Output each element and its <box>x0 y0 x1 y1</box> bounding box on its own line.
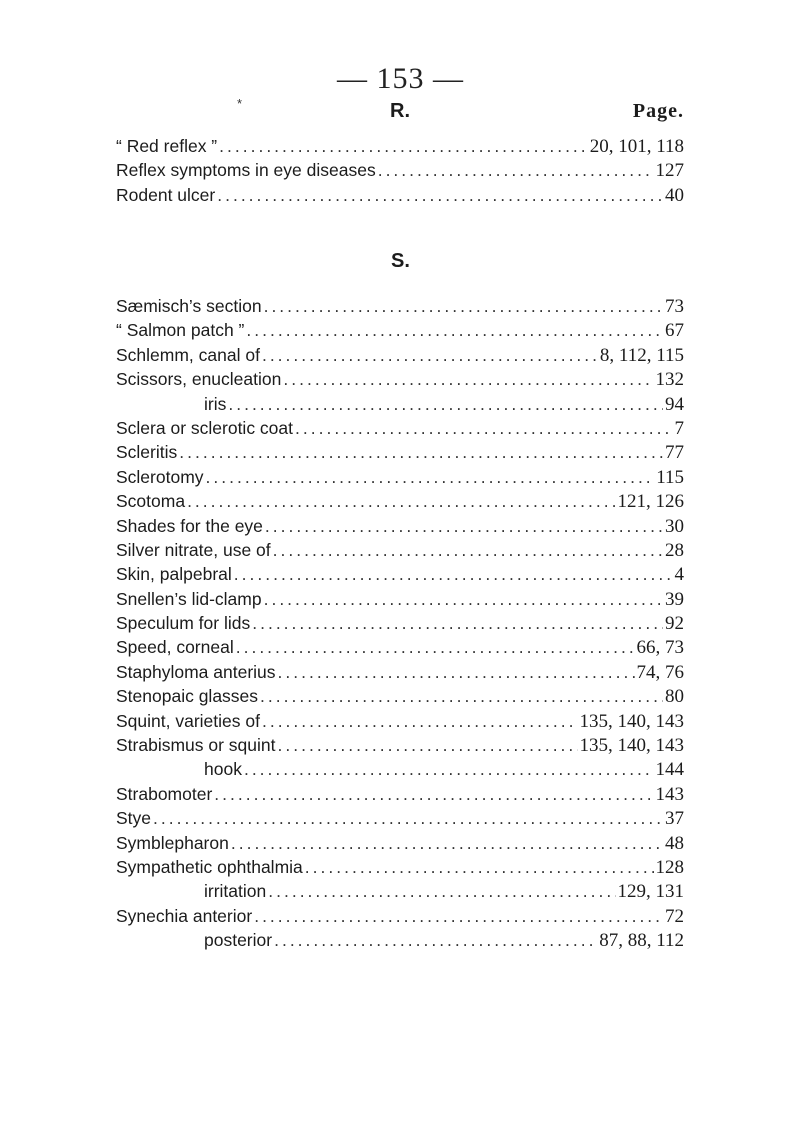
entry-pages: 121, 126 <box>617 491 684 513</box>
entry-pages: 73 <box>665 296 684 317</box>
dot-leader <box>246 320 663 341</box>
entry-pages: 87, 88, 112 <box>599 930 684 952</box>
index-entry <box>116 589 684 613</box>
entry-term: Scleritis <box>116 442 178 463</box>
entry-pages: 128 <box>655 856 684 878</box>
index-entry <box>116 637 684 661</box>
section-r-entries <box>116 136 684 209</box>
dot-leader <box>274 930 597 951</box>
dot-leader <box>231 833 663 854</box>
entry-pages: 94 <box>665 393 684 415</box>
index-entry <box>116 540 684 564</box>
entry-term: Sclerotomy <box>116 466 204 487</box>
entry-pages: 72 <box>665 905 684 927</box>
index-entry <box>116 491 684 515</box>
entry-pages: 28 <box>665 539 684 561</box>
dot-leader <box>305 857 654 878</box>
entry-pages: 67 <box>665 320 684 342</box>
entry-pages: 4 <box>674 564 684 586</box>
index-entry <box>116 467 684 491</box>
dot-leader <box>278 735 578 756</box>
entry-term: Stye <box>116 808 152 829</box>
dot-leader <box>273 540 663 561</box>
dot-leader <box>283 369 653 390</box>
entry-term: “ Salmon patch ” <box>116 320 245 341</box>
page-number: — 153 — <box>337 62 464 95</box>
entry-pages: 39 <box>665 588 684 610</box>
entry-pages: 30 <box>665 515 684 537</box>
entry-term: Scissors, enucleation <box>116 369 282 390</box>
entry-pages: 92 <box>665 613 684 635</box>
entry-term: Symblepharon <box>116 832 229 853</box>
entry-term: Snellen’s lid-clamp <box>116 588 262 609</box>
index-entry <box>116 418 684 442</box>
index-entry <box>116 613 684 637</box>
entry-term: Stenopaic glasses <box>116 686 259 707</box>
dot-leader <box>187 491 615 512</box>
entry-pages: 144 <box>655 759 684 781</box>
index-entry <box>116 516 684 540</box>
index-entry <box>116 564 684 588</box>
index-entry <box>116 759 684 783</box>
dot-leader <box>264 296 663 317</box>
index-entry <box>116 930 684 954</box>
dot-leader <box>262 711 578 732</box>
entry-pages: 143 <box>655 783 684 805</box>
dot-leader <box>153 808 663 829</box>
entry-pages: 37 <box>665 808 684 830</box>
entry-pages: 40 <box>665 184 684 206</box>
dot-leader <box>378 160 654 181</box>
index-entry <box>116 906 684 930</box>
index-entry <box>116 369 684 393</box>
index-entry <box>116 136 684 160</box>
entry-term: Sclera or sclerotic coat <box>116 417 294 438</box>
entry-pages: 66, 73 <box>636 637 684 659</box>
index-entry <box>116 662 684 686</box>
page-column-label: Page. <box>632 100 684 122</box>
entry-pages: 8, 112, 115 <box>599 344 684 366</box>
dot-leader <box>217 185 663 206</box>
index-entry <box>116 345 684 369</box>
section-s-letter: S. <box>391 250 410 272</box>
entry-term: Schlemm, canal of <box>116 344 260 365</box>
dot-leader <box>234 564 673 585</box>
entry-term: Squint, varieties of <box>116 710 260 731</box>
entry-term: Shades for the eye <box>116 515 263 536</box>
section-r-header <box>116 100 684 126</box>
entry-term: posterior <box>204 930 273 951</box>
entry-pages: 127 <box>655 160 684 182</box>
entry-pages: 135, 140, 143 <box>579 735 684 757</box>
entry-pages: 132 <box>655 369 684 391</box>
index-entry <box>116 394 684 418</box>
dot-leader <box>264 589 663 610</box>
dot-leader <box>236 637 635 658</box>
dot-leader <box>262 345 598 366</box>
dot-leader <box>228 394 663 415</box>
index-entry <box>116 442 684 466</box>
entry-term: Strabismus or squint <box>116 735 276 756</box>
entry-term: Speculum for lids <box>116 613 251 634</box>
index-entry <box>116 881 684 905</box>
entry-pages: 115 <box>656 466 684 488</box>
entry-pages: 129, 131 <box>617 881 684 903</box>
entry-pages: 7 <box>674 417 684 439</box>
index-entry <box>116 808 684 832</box>
entry-term: Staphyloma anterius <box>116 661 276 682</box>
index-entry <box>116 857 684 881</box>
section-s-entries <box>116 296 684 955</box>
index-entry <box>116 735 684 759</box>
entry-pages: 80 <box>665 686 684 708</box>
index-entry <box>116 185 684 209</box>
dot-leader <box>278 662 635 683</box>
section-r-letter: R. <box>390 100 410 122</box>
entry-term: Reflex symptoms in eye diseases <box>116 160 376 181</box>
entry-term: Rodent ulcer <box>116 184 216 205</box>
entry-term: Sæmisch’s section <box>116 296 262 316</box>
entry-term: Skin, palpebral <box>116 564 232 585</box>
index-entry <box>116 320 684 344</box>
print-speck: * <box>237 96 243 111</box>
entry-term: hook <box>204 759 242 780</box>
index-entry <box>116 711 684 735</box>
entry-pages: 74, 76 <box>636 661 684 683</box>
dot-leader <box>260 686 663 707</box>
dot-leader <box>268 881 615 902</box>
entry-term: irritation <box>204 881 267 902</box>
entry-term: Sympathetic ophthalmia <box>116 856 303 877</box>
entry-pages: 135, 140, 143 <box>579 710 684 732</box>
dot-leader <box>244 759 654 780</box>
entry-term: Speed, corneal <box>116 637 234 658</box>
dot-leader <box>265 516 663 537</box>
dot-leader <box>252 613 663 634</box>
entry-term: iris <box>204 393 227 414</box>
entry-term: Synechia anterior <box>116 905 253 926</box>
entry-term: Silver nitrate, use of <box>116 539 271 560</box>
index-entry <box>116 833 684 857</box>
entry-term: “ Red reflex ” <box>116 136 218 156</box>
dot-leader <box>219 136 588 157</box>
index-entry <box>116 784 684 808</box>
dot-leader <box>214 784 653 805</box>
index-entry <box>116 296 684 320</box>
dot-leader <box>254 906 663 927</box>
entry-term: Strabomoter <box>116 783 213 804</box>
dot-leader <box>295 418 672 439</box>
dot-leader <box>206 467 655 488</box>
index-entry <box>116 686 684 710</box>
entry-pages: 48 <box>665 832 684 854</box>
entry-pages: 77 <box>665 442 684 464</box>
dot-leader <box>179 442 663 463</box>
entry-pages: 20, 101, 118 <box>589 136 684 157</box>
entry-term: Scotoma <box>116 491 186 512</box>
index-entry <box>116 160 684 184</box>
